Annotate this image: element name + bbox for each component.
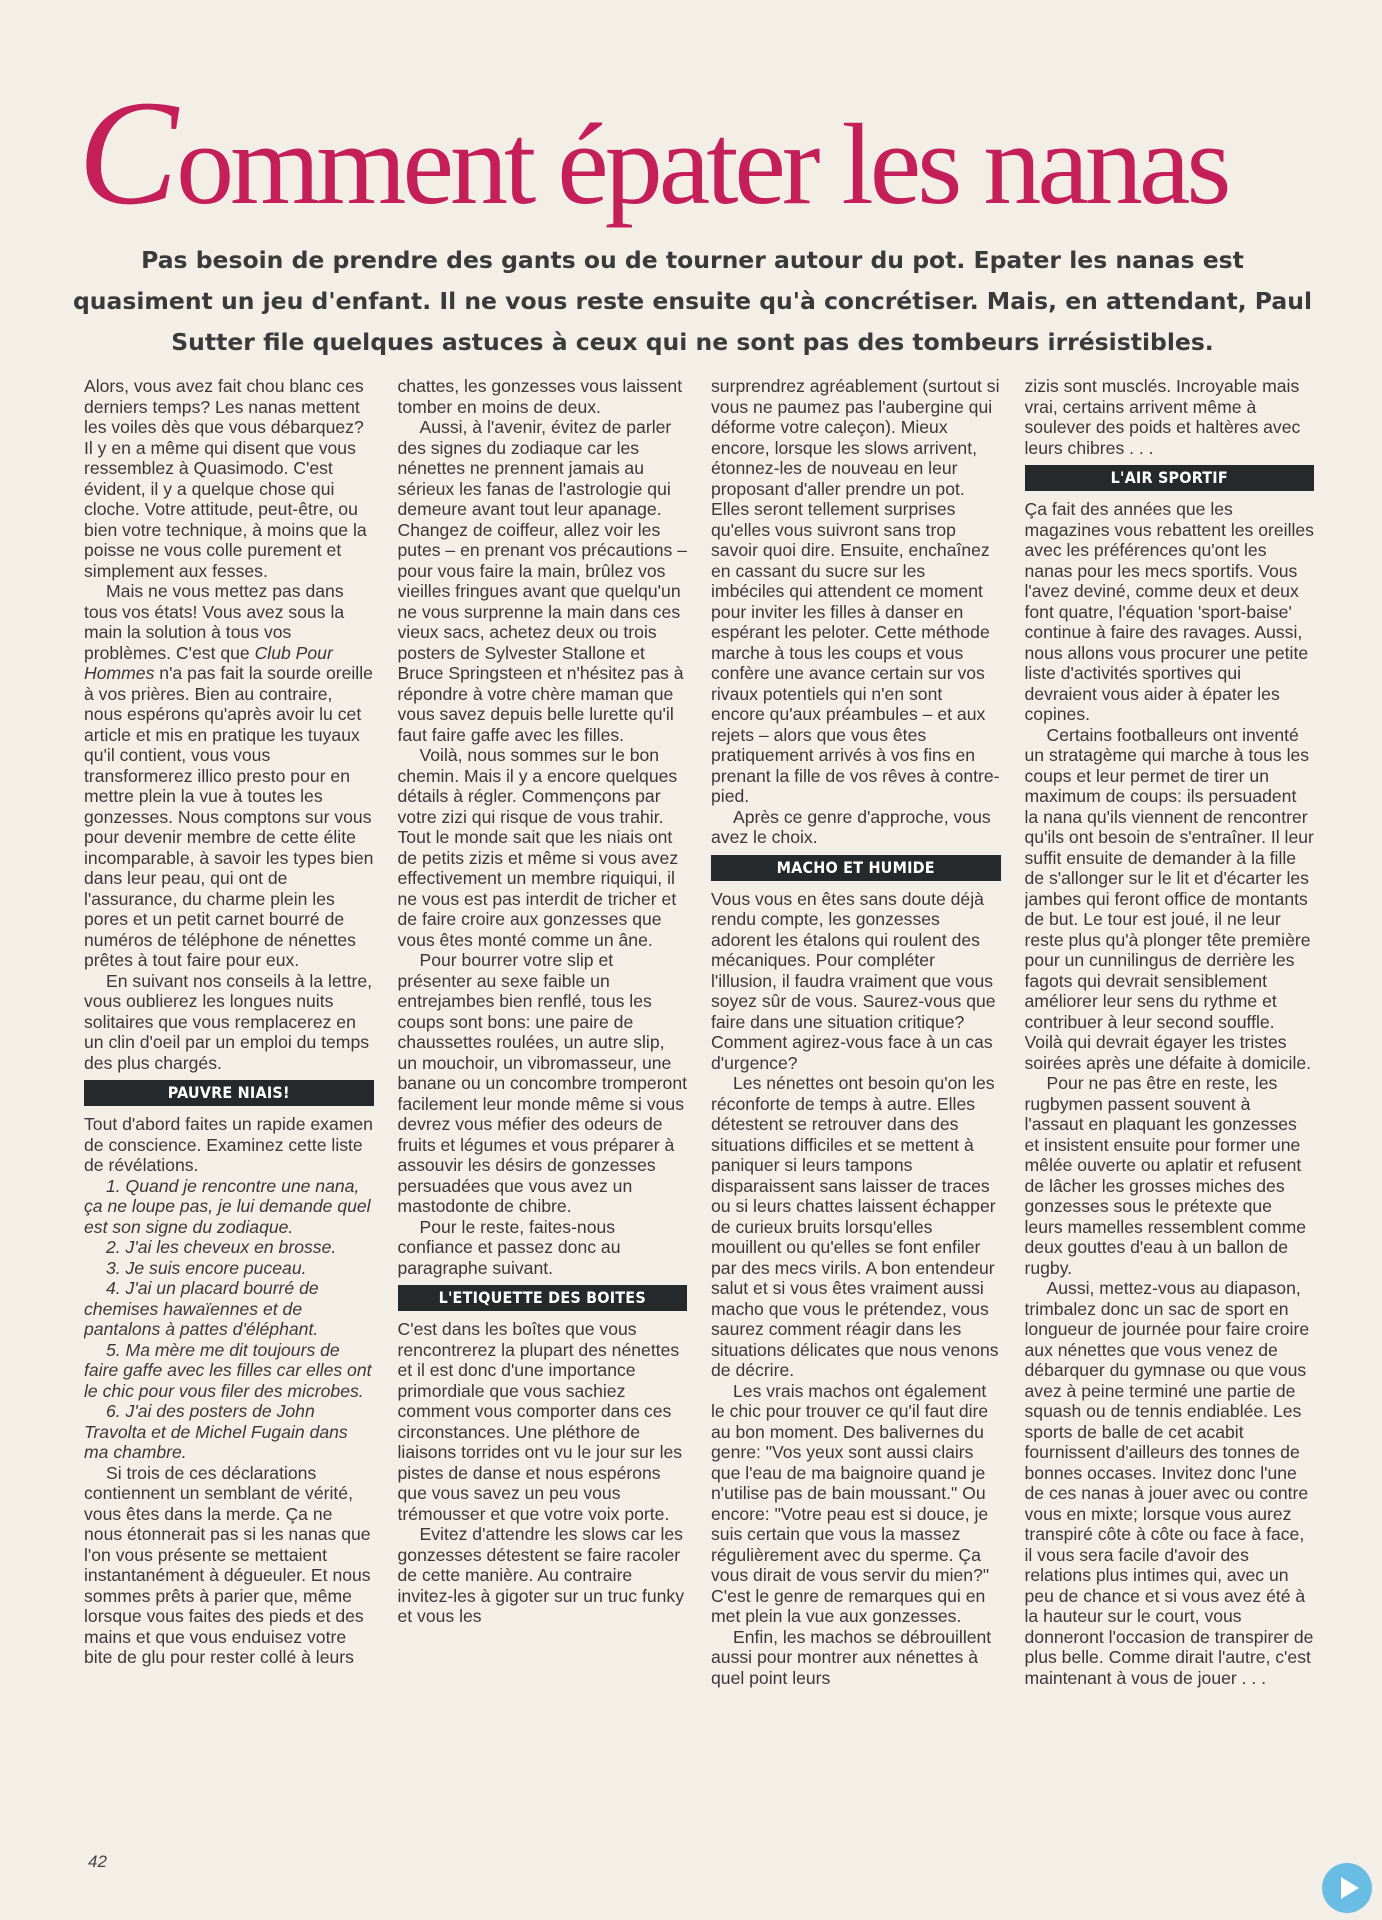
title-rest: omment épater les nanas bbox=[176, 101, 1228, 229]
paragraph: C'est dans les boîtes que vous rencontrerez la plupart des nénettes et il est donc d'une importance primordiale que vous sachiez comment vous comporter dans ces circonstances. Une pléthore de liaisons torrides ont vu le jour sur les pistes de danse et nous espérons que vous savez un peu vous trémousser et que votre voix porte. bbox=[397, 1319, 683, 1524]
section-heading-etiquette-des-boites: L'ETIQUETTE DES BOITES bbox=[398, 1285, 688, 1311]
column-3 bbox=[711, 376, 1001, 1836]
list-item: 4. J'ai un placard bourré de chemises hawaïennes et de pantalons à pattes d'éléphant. bbox=[84, 1278, 319, 1339]
paragraph: chattes, les gonzesses vous laissent tomber en moins de deux. bbox=[397, 376, 683, 417]
paragraph: Voilà, nous sommes sur le bon chemin. Mais il y a encore quelques détails à régler. Commençons par votre zizi qui risque de vous trahir. Tout le monde sait que les niais ont de petits zizis et même si vous avez effectivement un membre riquiqui, il ne vous est pas interdit de tricher et de faire croire aux gonzesses que vous êtes monté comme un âne. bbox=[397, 745, 679, 950]
paragraph: Pour ne pas être en reste, les rugbymen passent souvent à l'assaut en plaquant les gonzesses et insistent ensuite pour former une mêlée ouverte ou aplatir et refusent de lâcher les grosses miches des gonzesses sous le prétexte que leurs mamelles ressemblent comme deux gouttes d'eau à un ballon de rugby. bbox=[1024, 1073, 1307, 1278]
paragraph: Alors, vous avez fait chou blanc ces derniers temps? Les nanas mettent les voiles dès que vous débarquez? Il y en a même qui disent que vous ressemblez à Quasimodo. C'est évident, il y a quelque chose qui cloche. Votre attitude, peut-être, ou bien votre technique, à moins que la poisse ne vous colle purement et simplement aux fesses. bbox=[84, 376, 367, 581]
play-button[interactable] bbox=[1322, 1863, 1372, 1913]
article-lede: Pas besoin de prendre des gants ou de tourner autour du pot. Epater les nanas est quasiment un jeu d'enfant. Il ne vous reste ensuite qu'à concrétiser. Mais, en attendant, Paul Sutter file quelques astuces à ceux qui ne sont pas des tombeurs irrésistibles. bbox=[72, 246, 1313, 356]
play-icon bbox=[1322, 1863, 1372, 1913]
paragraph: Mais ne vous mettez pas dans tous vos états! Vous avez sous la main la solution à tous vos problèmes. C'est que Club Pour Hommes n'a pas fait la sourde oreille à vos prières. Bien au contraire, nous espérons qu'après avoir lu cet article et mis en pratique les tuyaux qu'il contient, vous vous transformerez illico presto pour en mettre plein la vue à toutes les gonzesses. Nous comptons sur vous pour devenir membre de cette élite incomparable, à savoir les types bien dans leur peau, qui ont de l'assurance, du charme plein les pores et un petit carnet bourré de numéros de téléphone de nénettes prêtes à tout faire pour eux. bbox=[84, 581, 374, 970]
paragraph: En suivant nos conseils à la lettre, vous oublierez les longues nuits solitaires que vous remplacerez en un clin d'oeil par un emploi du temps des plus chargés. bbox=[84, 970, 373, 1073]
column-4 bbox=[1025, 376, 1315, 1836]
paragraph: zizis sont musclés. Incroyable mais vrai, certains arrivent même à soulever des poids et haltères avec leurs chibres . . . bbox=[1024, 376, 1301, 458]
section-heading-pauvre-niais: PAUVRE NIAIS! bbox=[84, 1080, 374, 1106]
magazine-name: Club Pour Hommes bbox=[84, 642, 333, 683]
paragraph: Après ce genre d'approche, vous avez le choix. bbox=[711, 806, 991, 847]
paragraph: Les vrais machos ont également le chic pour trouver ce qu'il faut dire au bon moment. Des balivernes du genre: "Vos yeux sont aussi clairs que l'eau de ma baignoire quand je n'utilise pas de bain moussant." Ou encore: "Votre peau est si douce, je suis certain que vous la massez régulièrement avec du sperme. Ça vous dirait de vous servir du mien?" C'est le genre de remarques qui en met plein la vue aux gonzesses. bbox=[711, 1380, 990, 1626]
paragraph: Vous vous en êtes sans doute déjà rendu compte, les gonzesses adorent les étalons qui roulent des mécaniques. Pour compléter l'illusion, il faudra vraiment que vous soyez sûr de vous. Saurez-vous que faire dans une situation critique? Comment agirez-vous face à un cas d'urgence? bbox=[711, 888, 996, 1073]
list-item: 1. Quand je rencontre une nana, ça ne loupe pas, je lui demande quel est son signe du zodiaque. bbox=[84, 1175, 371, 1237]
paragraph: surprendrez agréablement (surtout si vous ne paumez pas l'aubergine qui déforme votre caleçon). Mieux encore, lorsque les slows arrivent, étonnez-les de nouveau en leur proposant d'aller prendre un pot. Elles seront tellement surprises qu'elles vous suivront sans trop savoir quoi dire. Ensuite, enchaînez en cassant du sucre sur les imbéciles qui attendent ce moment pour inviter les filles à danser en espérant les peloter. Cette méthode marche à tous les coups et vous confère une avance certain sur vos rivaux potentiels qui n'en sont encore qu'aux préambules – et aux rejets – alors que vous êtes pratiquement arrivés à vos fins en prenant la fille de vos rêves à contre-pied. bbox=[711, 376, 1000, 806]
paragraph: Pour le reste, faites-nous confiance et passez donc au paragraphe suivant. bbox=[397, 1216, 621, 1278]
paragraph: Si trois de ces déclarations contiennent un semblant de vérité, vous êtes dans la merde. Ça ne nous étonnerait pas si les nanas que l'on vous présente se mettaient instantanément à dégueuler. Et nous sommes prêts à parier que, même lorsque vous faites des pieds et des mains et que vous enduisez votre bite de glu pour rester collé à leurs bbox=[84, 1462, 371, 1667]
paragraph: Evitez d'attendre les slows car les gonzesses détestent se faire racoler de cette manière. Au contraire invitez-les à gigoter sur un truc funky et vous les bbox=[397, 1524, 685, 1626]
paragraph: Pour bourrer votre slip et présenter au sexe faible un entrejambes bien renflé, tous les coups sont bons: une paire de chaussettes roulées, un autre slip, un mouchoir, un vibromasseur, une banane ou un concombre tromperont facilement leur monde même si vous devrez vous méfier des odeurs de fruits et légumes et vous préparer à assouvir les désirs de gonzesses persuadées que vous avez un mastodonte de chibre. bbox=[397, 950, 687, 1216]
article-body bbox=[84, 376, 1314, 1836]
list-item: 6. J'ai des posters de John Travolta et de Michel Fugain dans ma chambre. bbox=[84, 1401, 348, 1462]
paragraph: Aussi, à l'avenir, évitez de parler des signes du zodiaque car les nénettes ne prennent jamais au sérieux les fanas de l'astrologie qui demeure avant tout leur apanage. Changez de coiffeur, allez voir les putes – en prenant vos précautions – pour vous faire la main, brûlez vos vieilles fringues avant que quelqu'un ne vous surprenne la main dans ces vieux sacs, achetez deux ou trois posters de Sylvester Stallone et Bruce Springsteen et n'hésitez pas à répondre à votre chère maman que vous savez depuis belle lurette qu'il faut faire gaffe avec les filles. bbox=[397, 417, 687, 745]
list-item: 2. J'ai les cheveux en brosse. bbox=[106, 1237, 337, 1257]
section-heading-air-sportif: L'AIR SPORTIF bbox=[1025, 465, 1315, 491]
list-item: 3. Je suis encore puceau. bbox=[106, 1257, 307, 1278]
column-1 bbox=[84, 376, 374, 1836]
column-2 bbox=[398, 376, 688, 1836]
paragraph: Tout d'abord faites un rapide examen de conscience. Examinez cette liste de révélations. bbox=[84, 1114, 373, 1175]
paragraph: Aussi, mettez-vous au diapason, trimbalez donc un sac de sport en longueur de journée pour faire croire aux nénettes que vous venez de débarquer du gymnase ou que vous avez à peine terminé une partie de squash ou de tennis endiablée. Les sports de balle de cet acabit fournissent d'ailleurs des tonnes de bonnes occases. Invitez donc l'une de ces nanas à jouer avec ou contre vous en mixte; lorsque vous aurez transpiré côte à côte ou face à face, il vous sera facile d'avoir des relations plus intimes qui, avec un peu de chance et si vous avez été à la hauteur sur le court, vous donneront l'occasion de transpirer de plus belle. Comme dirait l'autre, c'est maintenant à vous de jouer . . . bbox=[1024, 1278, 1314, 1688]
article-title bbox=[78, 70, 1318, 236]
list-item: 5. Ma mère me dit toujours de faire gaffe avec les filles car elles ont le chic pour vous filer des microbes. bbox=[84, 1339, 372, 1401]
paragraph: Certains footballeurs ont inventé un stratagème qui marche à tous les coups et leur permet de tirer un maximum de coups: ils persuadent la nana qu'ils viennent de rencontrer qu'ils ont besoin de s'entraîner. Il leur suffit ensuite de demander à la fille de s'allonger sur le lit et d'écarter les jambes qui feront office de montants de but. Le tour est joué, il ne leur reste plus qu'à plonger tête première pour un cunnilingus de derrière les fagots qui devrait sensiblement améliorer leur sens du rythme et contribuer à leur second souffle. Voilà qui devrait égayer les tristes soirées après une défaite à domicile. bbox=[1024, 724, 1314, 1073]
paragraph: Les nénettes ont besoin qu'on les réconforte de temps à autre. Elles détestent se retrouver dans des situations difficiles et se mettent à paniquer si leurs tampons disparaissent sans laisser de traces ou si leurs chattes laissent échapper de curieux bruits lorsqu'elles mouillent ou qu'elles se font enfiler par des mecs virils. A bon entendeur salut et si vous êtes vraiment aussi macho que vous le prétendez, vous saurez comment réagir dans les situations délicates que nous venons de décrire. bbox=[711, 1073, 999, 1380]
title-initial: C bbox=[78, 70, 177, 236]
paragraph: Enfin, les machos se débrouillent aussi pour montrer aux nénettes à quel point leurs bbox=[711, 1626, 992, 1688]
paragraph: Ça fait des années que les magazines vous rebattent les oreilles avec les préférences qu'ont les nanas pour les mecs sportifs. Vous l'avez deviné, comme deux et deux font quatre, l'équation 'sport-baise' continue à faire des ravages. Aussi, nous allons vous procurer une petite liste d'activités sportives qui devraient vous aider à épater les copines. bbox=[1024, 499, 1314, 724]
section-heading-macho-et-humide: MACHO ET HUMIDE bbox=[711, 855, 1001, 881]
page-number: 42 bbox=[88, 1852, 107, 1871]
